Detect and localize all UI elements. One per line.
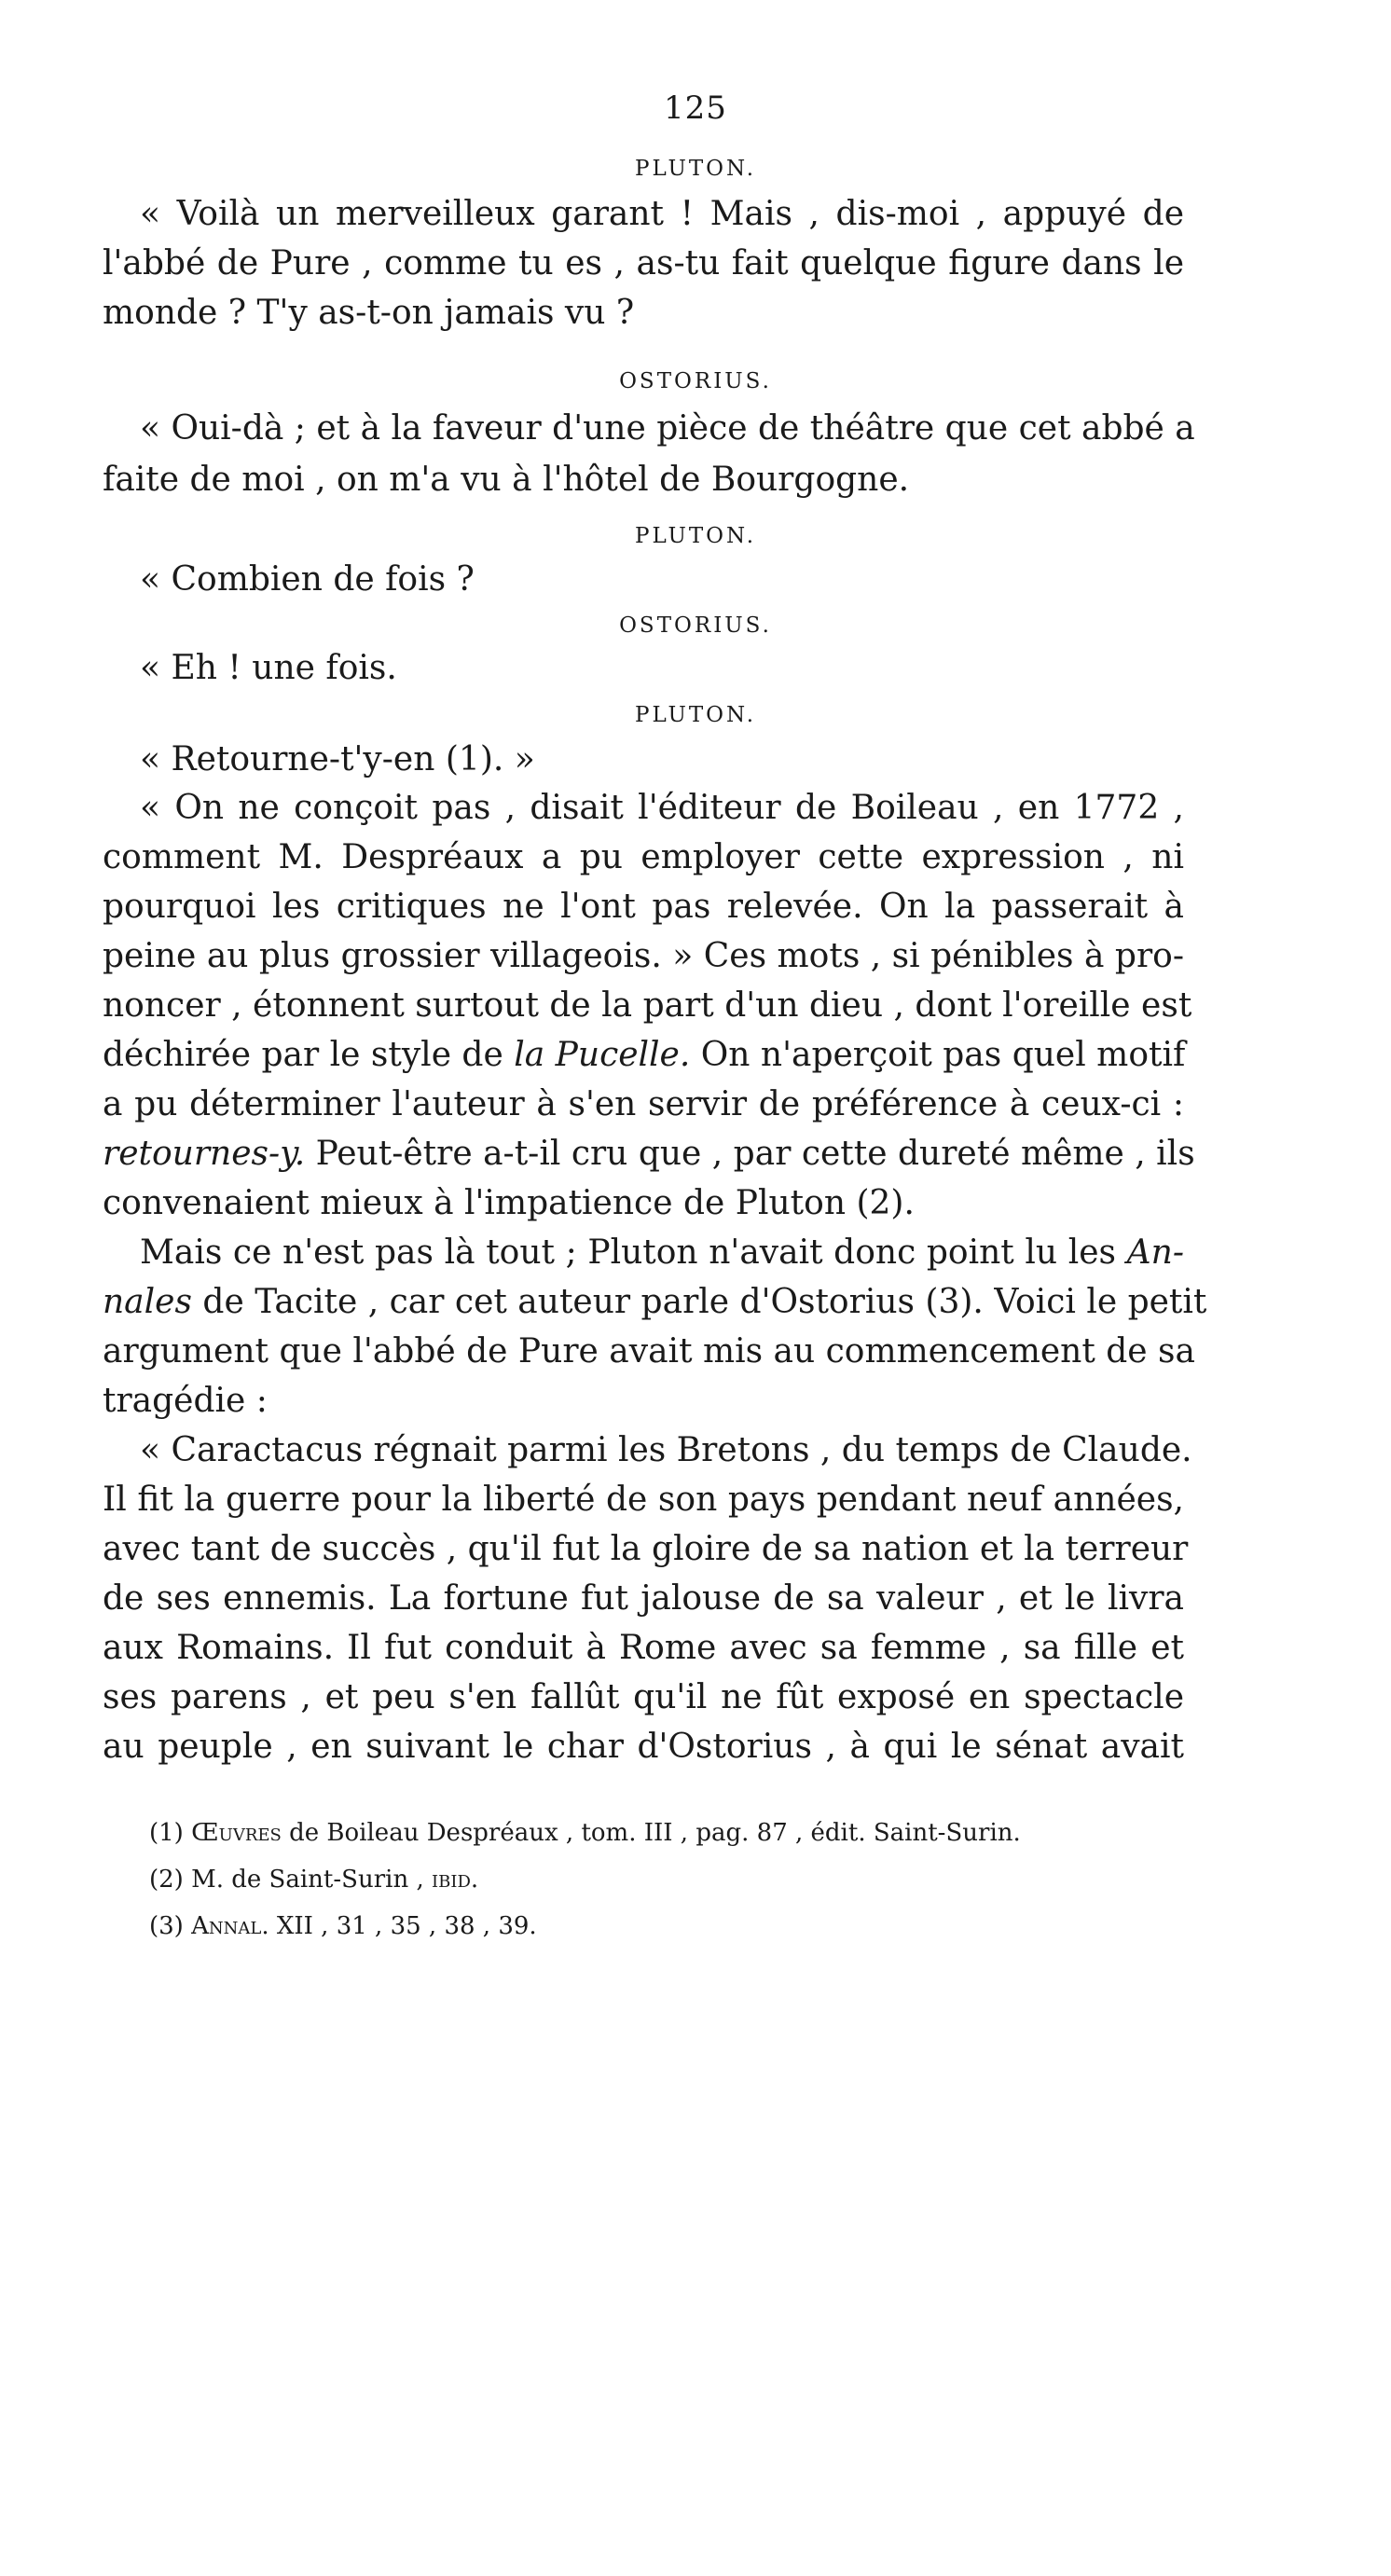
text-line: « Retourne-t'y-en (1). »: [140, 740, 535, 778]
page-number: 125: [664, 90, 727, 127]
speaker-ostorius: OSTORIUS.: [619, 613, 772, 638]
text-run: Peut-être a-t-il cru que , par cette dureté même , ils: [305, 1135, 1195, 1173]
text-line: comment M. Despréaux a pu employer cette expression , ni: [103, 838, 1184, 876]
note-smallcaps: Œuvres: [191, 1819, 282, 1847]
note-run: de Boileau Despréaux , tom. III , pag. 87 , édit. Saint-Surin.: [281, 1819, 1021, 1847]
speaker-pluton: PLUTON.: [634, 524, 757, 548]
text-line: tragédie :: [103, 1382, 268, 1420]
note-run: (3): [149, 1912, 192, 1940]
text-line: argument que l'abbé de Pure avait mis au commencement de sa: [103, 1332, 1195, 1371]
text-line: [103, 1283, 1207, 1321]
note-run: (2) M. de Saint-Surin ,: [149, 1866, 432, 1894]
text-line: « Combien de fois ?: [140, 560, 475, 599]
text-line: [103, 1036, 1186, 1074]
footnote: [149, 1821, 1184, 1845]
text-run: Mais ce n'est pas là tout ; Pluton n'avait donc point lu les: [140, 1233, 1127, 1272]
footnote: [149, 1867, 1184, 1892]
speaker-pluton: PLUTON.: [634, 157, 757, 181]
note-smallcaps: ibid.: [432, 1866, 479, 1894]
text-line: « Voilà un merveilleux garant ! Mais , dis-moi , appuyé de: [140, 195, 1184, 233]
text-line: monde ? T'y as-t-on jamais vu ?: [103, 294, 635, 332]
text-line: faite de moi , on m'a vu à l'hôtel de Bourgogne.: [103, 461, 910, 499]
text-line: a pu déterminer l'auteur à s'en servir de préférence à ceux-ci :: [103, 1085, 1184, 1123]
note-run: (1): [149, 1819, 192, 1847]
text-line: avec tant de succès , qu'il fut la gloire de sa nation et la terreur: [103, 1530, 1189, 1568]
note-smallcaps: Annal.: [191, 1912, 269, 1940]
text-line: au peuple , en suivant le char d'Ostorius , à qui le sénat avait: [103, 1728, 1184, 1766]
footnote: [149, 1914, 1184, 1938]
text-line: l'abbé de Pure , comme tu es , as-tu fait quelque figure dans le: [103, 244, 1184, 282]
text-run: de Tacite , car cet auteur parle d'Ostorius (3). Voici le petit: [191, 1283, 1207, 1321]
speaker-pluton: PLUTON.: [634, 703, 757, 727]
italic-title: An-: [1126, 1233, 1184, 1272]
text-line: Il fit la guerre pour la liberté de son pays pendant neuf années,: [103, 1481, 1184, 1519]
text-line: noncer , étonnent surtout de la part d'un dieu , dont l'oreille est: [103, 986, 1192, 1025]
note-run: XII , 31 , 35 , 38 , 39.: [269, 1912, 537, 1940]
text-run: déchirée par le style de: [103, 1036, 515, 1074]
italic-title: la Pucelle.: [514, 1036, 691, 1074]
text-line: « Oui-dà ; et à la faveur d'une pièce de théâtre que cet abbé a: [140, 409, 1195, 448]
italic-title: nales: [103, 1283, 192, 1321]
text-line: peine au plus grossier villageois. » Ces mots , si pénibles à pro-: [103, 937, 1184, 975]
text-run: On n'aperçoit pas quel motif: [690, 1036, 1186, 1074]
speaker-ostorius: OSTORIUS.: [619, 369, 772, 393]
text-line: ses parens , et peu s'en fallût qu'il ne fût exposé en spectacle: [103, 1678, 1184, 1716]
text-line: convenaient mieux à l'impatience de Pluton (2).: [103, 1184, 915, 1222]
text-line: « On ne conçoit pas , disait l'éditeur de Boileau , en 1772 ,: [140, 789, 1184, 827]
text-line: aux Romains. Il fut conduit à Rome avec sa femme , sa fille et: [103, 1629, 1184, 1667]
text-line: pourquoi les critiques ne l'ont pas relevée. On la passerait à: [103, 888, 1184, 926]
italic-word: retournes-y.: [103, 1135, 306, 1173]
text-line: « Caractacus régnait parmi les Bretons , du temps de Claude.: [140, 1431, 1192, 1469]
text-line: « Eh ! une fois.: [140, 649, 397, 687]
text-line: [103, 1135, 1195, 1173]
text-line: [140, 1233, 1184, 1272]
text-line: de ses ennemis. La fortune fut jalouse de sa valeur , et le livra: [103, 1579, 1184, 1618]
